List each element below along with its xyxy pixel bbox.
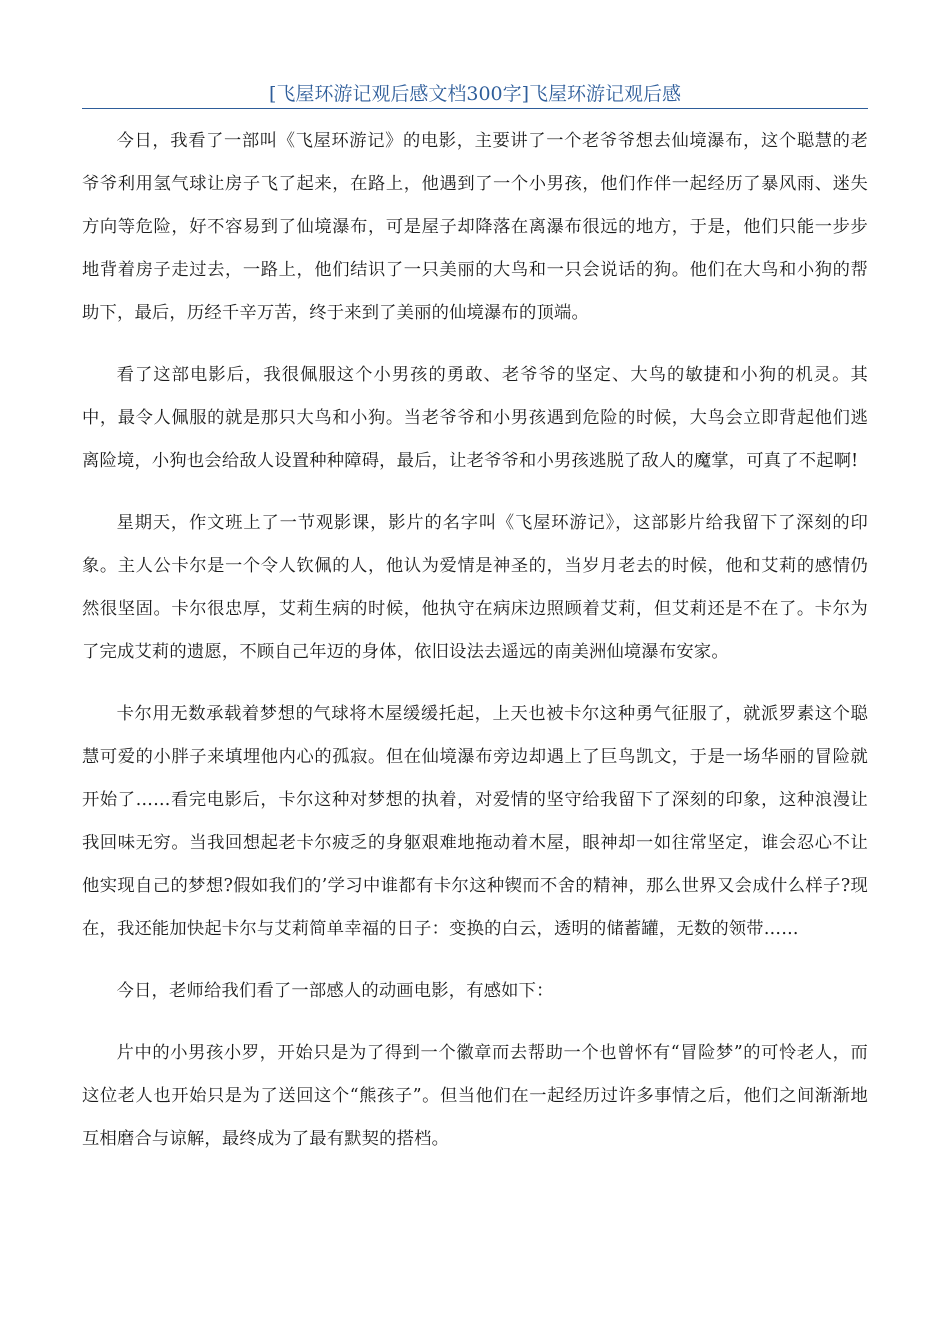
paragraph-2: 看了这部电影后，我很佩服这个小男孩的勇敢、老爷爷的坚定、大鸟的敏捷和小狗的机灵。其中，最令人佩服的就是那只大鸟和小狗。当老爷爷和小男孩遇到危险的时候，大鸟会立即背起他们逃离险境，小狗也会给敌人设置种种障碍，最后，让老爷爷和小男孩逃脱了敌人的魔掌，可真了不起啊! [82, 365, 868, 471]
paragraph-6: 片中的小男孩小罗，开始只是为了得到一个徽章而去帮助一个也曾怀有“冒险梦”的可怜老人，而这位老人也开始只是为了送回这个“熊孩子”。但当他们在一起经历过许多事情之后，他们之间渐渐地互相磨合与谅解，最终成为了最有默契的搭档。 [82, 1043, 868, 1149]
document-header [82, 80, 868, 109]
paragraph-4: 卡尔用无数承载着梦想的气球将木屋缓缓托起，上天也被卡尔这种勇气征服了，就派罗素这个聪慧可爱的小胖子来填埋他内心的孤寂。但在仙境瀑布旁边却遇上了巨鸟凯文，于是一场华丽的冒险就开始了……看完电影后，卡尔这种对梦想的执着，对爱情的坚守给我留下了深刻的印象，这种浪漫让我回味无穷。当我回想起老卡尔疲乏的身躯艰难地拖动着木屋，眼神却一如往常坚定，谁会忍心不让他实现自己的梦想?假如我们的’学习中谁都有卡尔这种锲而不舍的精神，那么世界又会成什么样子?现在，我还能加快起卡尔与艾莉简单幸福的日子：变换的白云，透明的储蓄罐，无数的领带…… [82, 704, 868, 939]
paragraph-5: 今日，老师给我们看了一部感人的动画电影，有感如下： [116, 981, 554, 1001]
document-title: [飞屋环游记观后感文档300字]飞屋环游记观后感 [268, 83, 682, 105]
paragraph-1: 今日，我看了一部叫《飞屋环游记》的电影，主要讲了一个老爷爷想去仙境瀑布，这个聪慧的老爷爷利用氢气球让房子飞了起来，在路上，他遇到了一个小男孩，他们作伴一起经历了暴风雨、迷失方向等危险，好不容易到了仙境瀑布，可是屋子却降落在离瀑布很远的地方，于是，他们只能一步步地背着房子走过去，一路上，他们结识了一只美丽的大鸟和一只会说话的狗。他们在大鸟和小狗的帮助下，最后，历经千辛万苦，终于来到了美丽的仙境瀑布的顶端。 [82, 131, 868, 323]
document-body [82, 120, 868, 1180]
paragraph-3: 星期天，作文班上了一节观影课，影片的名字叫《飞屋环游记》，这部影片给我留下了深刻的印象。主人公卡尔是一个令人钦佩的人，他认为爱情是神圣的，当岁月老去的时候，他和艾莉的感情仍然很坚固。卡尔很忠厚，艾莉生病的时候，他执守在病床边照顾着艾莉，但艾莉还是不在了。卡尔为了完成艾莉的遗愿，不顾自己年迈的身体，依旧设法去遥远的南美洲仙境瀑布安家。 [82, 513, 868, 662]
